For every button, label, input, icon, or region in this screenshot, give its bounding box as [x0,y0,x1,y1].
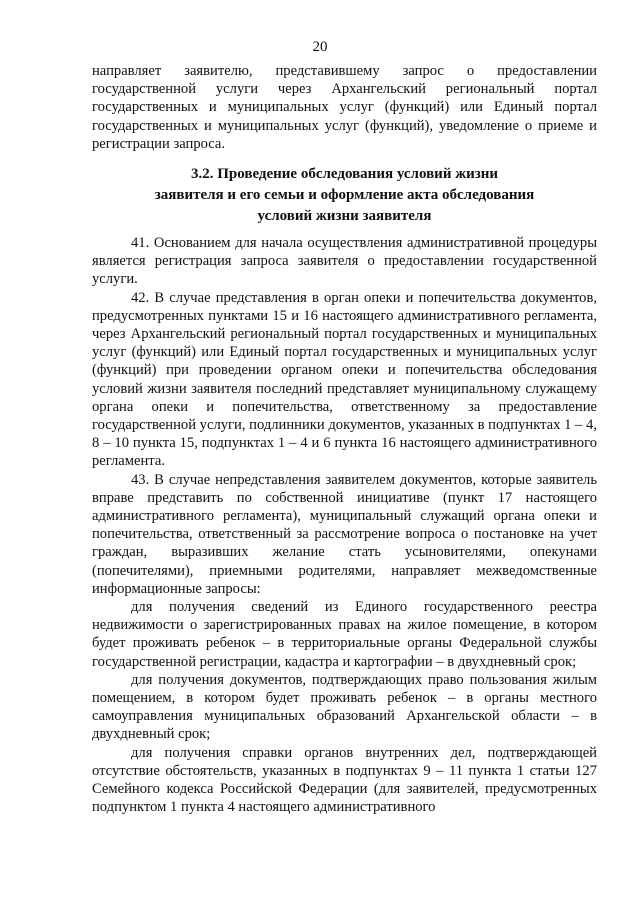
section-heading-line-1: 3.2. Проведение обследования условий жизни [190,166,499,182]
page-number: 20 [312,39,328,55]
section-heading [92,164,597,227]
paragraph-41: 41. Основанием для начала осуществления административной процедуры является регистрация запроса заявителя о предоставлении государственной услуги. [92,235,597,288]
body-text [92,234,597,817]
request-item-egrn: для получения сведений из Единого государственного реестра недвижимости о зарегистрированных правах на жилое помещение, в котором будет проживать ребенок – в территориальные органы Федеральной службы государственной регистрации, кадастра и картографии – в двухдневный срок; [92,599,597,670]
paragraph-43: 43. В случае непредставления заявителем документов, которые заявитель вправе представить по собственной инициативе (пункт 17 настоящего административного регламента), муниципальный служащий органа опеки и попечительства, ответственный за рассмотрение вопроса о постановке на учет граждан, выразивших желание стать усыновителями, опекунами (попечителями), приемными родителями, направляет межведомственные информационные запросы: [92,471,597,597]
intro-block [92,62,597,153]
paragraph-42: 42. В случае представления в орган опеки и попечительства документов, предусмотренных пунктами 15 и 16 настоящего административного регламента, через Архангельский региональный портал государственных и муниципальных услуг (функций) или Единый портал государственных и муниципальных услуг (функций) при проведении органом опеки и попечительства обследования условий жизни заявителя последний представляет муниципальному служащему органа опеки и попечительства, ответственному за предоставление государственной услуги, подлинники документов, указанных в подпунктах 1 – 4, 8 – 10 пункта 15, подпунктах 1 – 4 и 6 пункта 16 настоящего административного регламента. [92,289,597,470]
request-item-police: для получения справки органов внутренних дел, подтверждающей отсутствие обстоятельств, указанных в подпунктах 9 – 11 пункта 1 статьи 127 Семейного кодекса Российской Федерации (для заявителей, предусмотренных подпунктом 1 пункта 4 настоящего административного [92,744,597,816]
intro-paragraph: направляет заявителю, представившему запрос о предоставлении государственной услуги через Архангельский региональный портал государственных и муниципальных услуг (функций) или Единый портал государственных и муниципальных услуг (функций), уведомление о приеме и регистрации запроса. [92,63,597,152]
section-heading-line-2: заявителя и его семьи и оформление акта обследования [154,187,535,203]
request-item-housing: для получения документов, подтверждающих право пользования жилым помещением, в котором будет проживать ребенок – в органы местного самоуправления муниципальных образований Архангельской области – в двухдневный срок; [92,671,597,743]
section-heading-line-3: условий жизни заявителя [257,208,432,224]
